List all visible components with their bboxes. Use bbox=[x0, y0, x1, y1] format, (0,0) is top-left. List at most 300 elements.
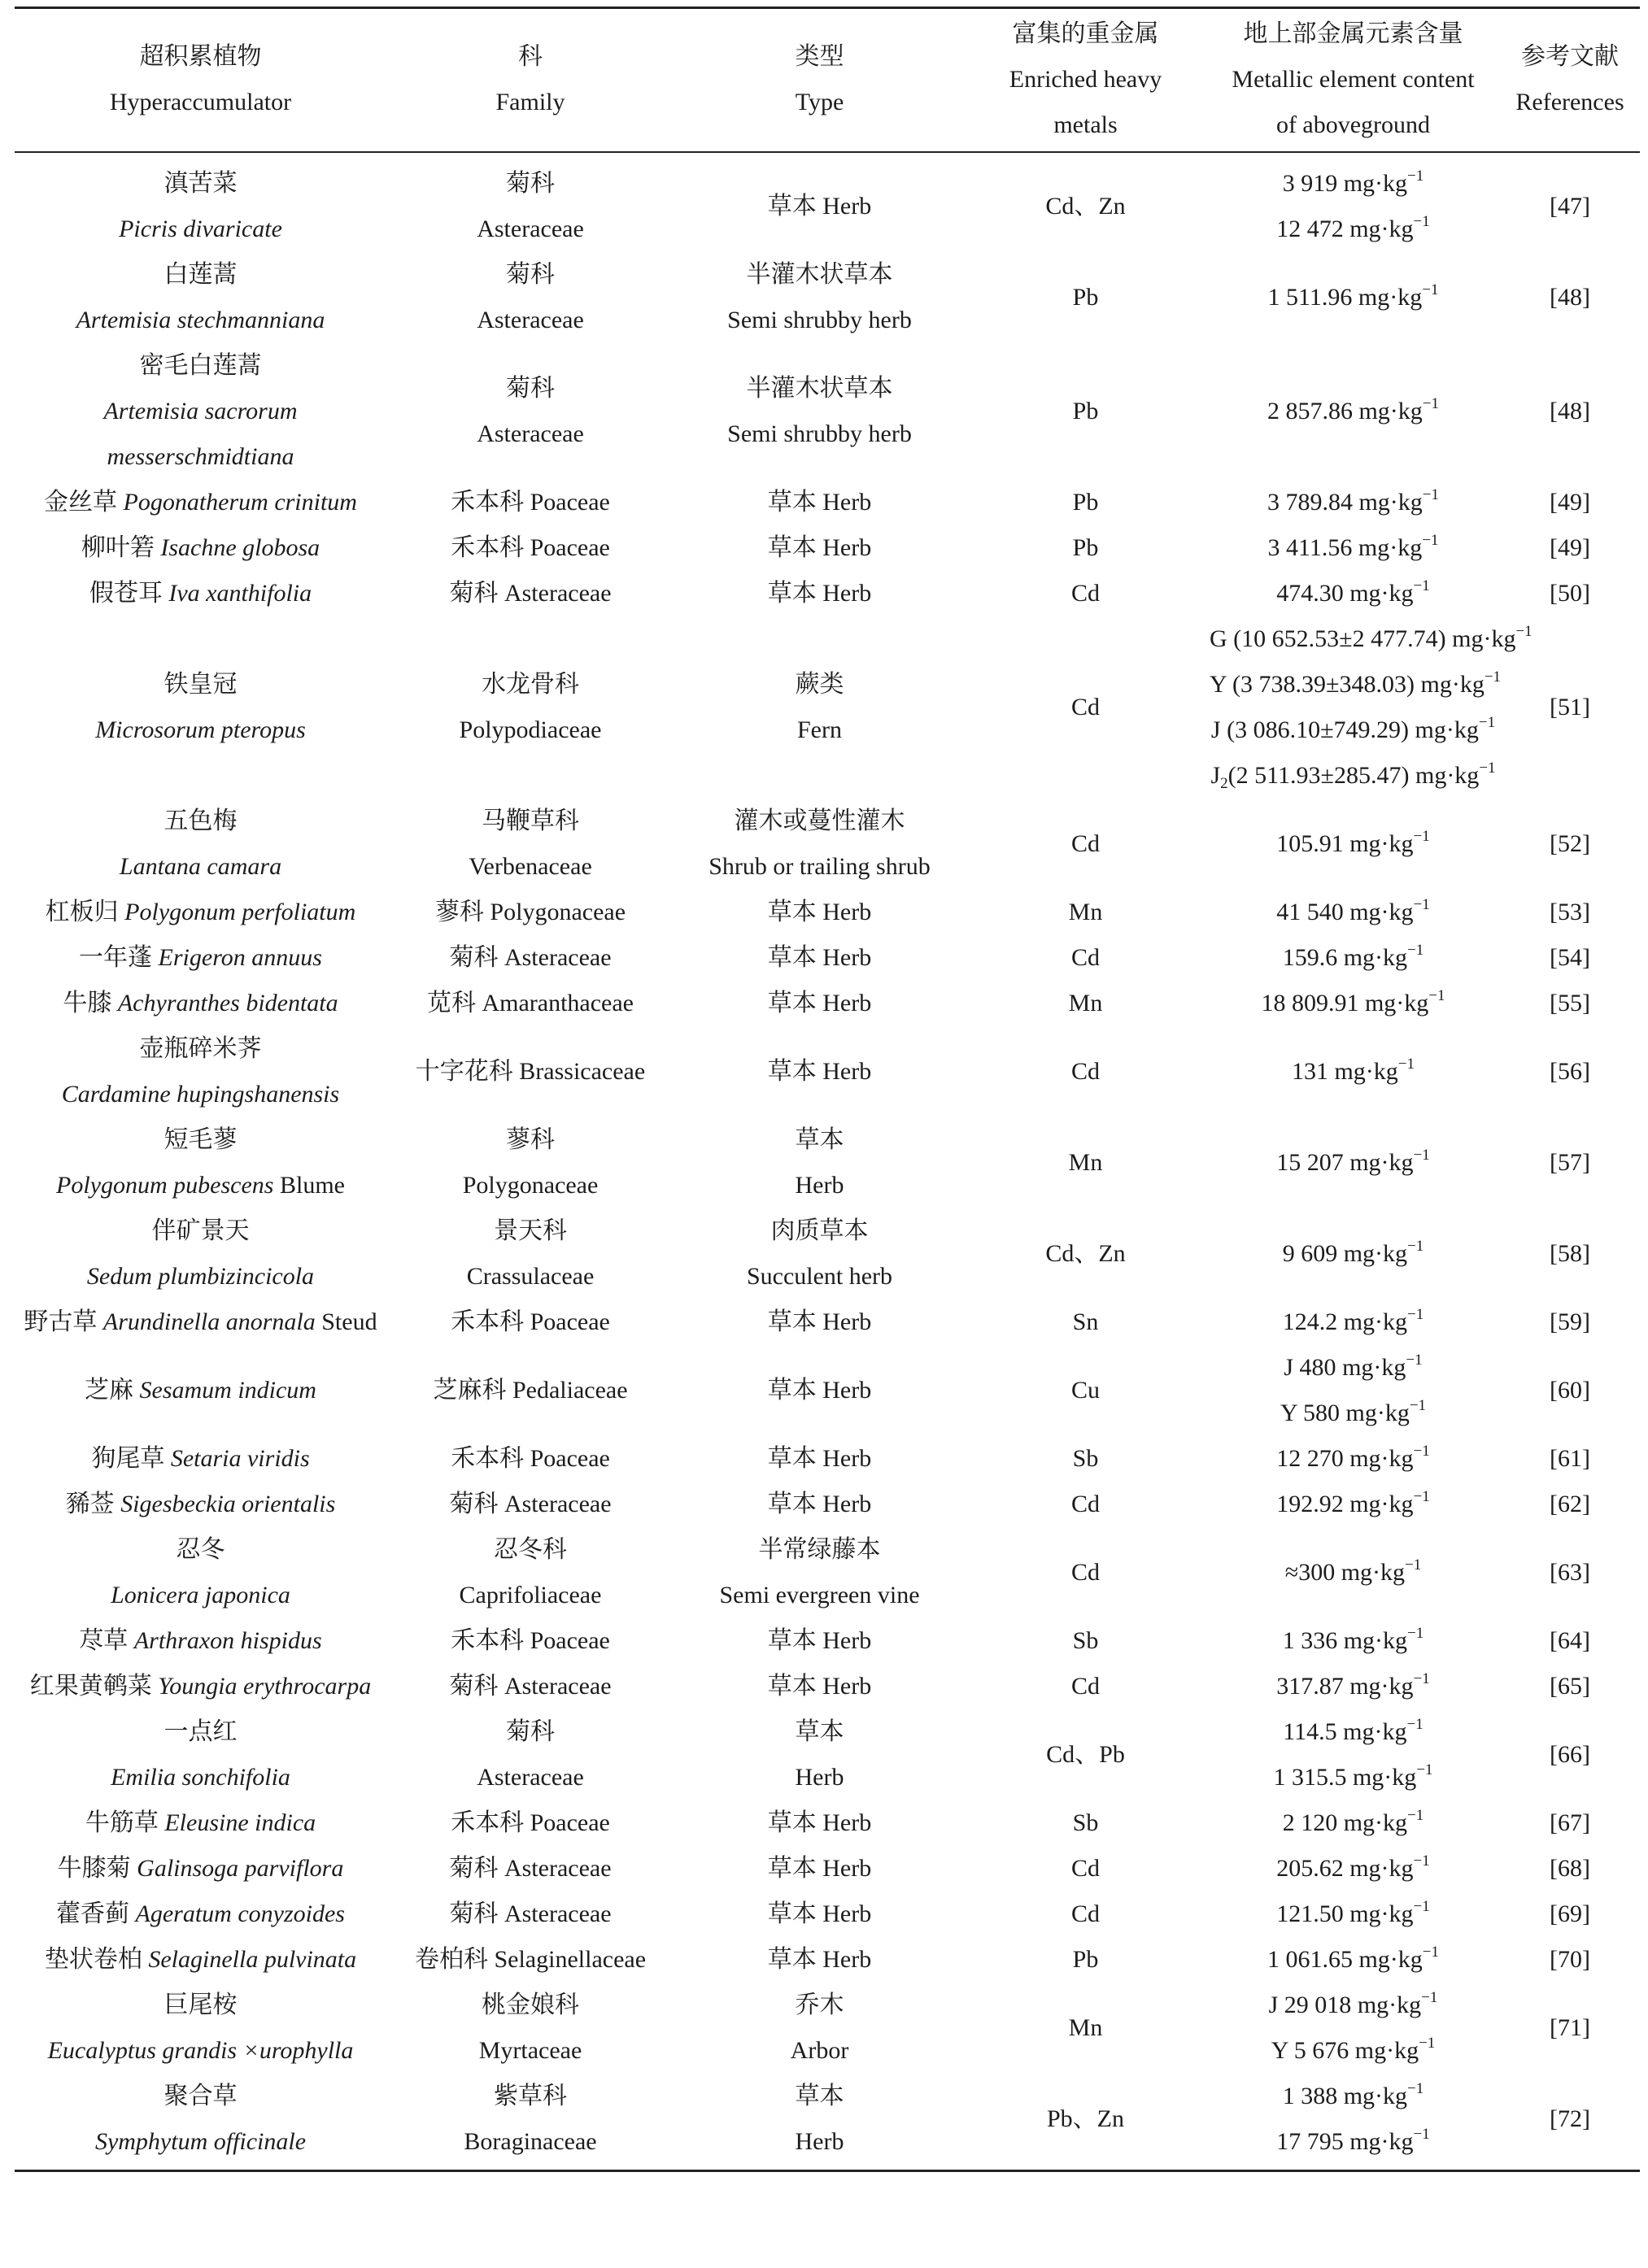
plant-scientific-name: Ageratum conyzoides bbox=[135, 1900, 345, 1927]
cell-metal-content bbox=[1206, 2074, 1500, 2171]
cell-family bbox=[386, 616, 674, 799]
cell-plant bbox=[15, 480, 386, 525]
header-content-en-2: of aboveground bbox=[1275, 111, 1431, 139]
plant-name-text: Blume bbox=[273, 1171, 345, 1199]
cell-reference: [63] bbox=[1550, 1558, 1590, 1586]
cell-family bbox=[386, 1618, 674, 1664]
family-line: 水龙骨科 bbox=[482, 670, 579, 698]
type-line: 蕨类 bbox=[795, 670, 844, 698]
cell-metal-content bbox=[1206, 1527, 1500, 1618]
cell-family bbox=[386, 1983, 674, 2074]
family-line: 景天科 bbox=[494, 1217, 567, 1244]
type-line: 半常绿藤本 bbox=[758, 1535, 881, 1563]
type-line: 草本 Herb bbox=[767, 943, 872, 971]
cell-family bbox=[386, 935, 674, 981]
plant-name-text: 杠板归 bbox=[45, 898, 125, 925]
family-line: Polygonaceae bbox=[462, 1171, 599, 1199]
cell-family bbox=[386, 1709, 674, 1800]
content-value: 1 336 bbox=[1282, 1626, 1344, 1654]
family-line: 马鞭草科 bbox=[482, 807, 579, 834]
content-unit: mg·kg bbox=[1415, 761, 1480, 789]
table-row bbox=[15, 1846, 1640, 1891]
cell-type bbox=[674, 1891, 965, 1937]
cell-metal-content bbox=[1206, 1891, 1500, 1937]
content-line bbox=[1210, 161, 1497, 207]
content-unit: mg·kg bbox=[1358, 397, 1423, 424]
cell-enriched-metals: Cd bbox=[1070, 1558, 1100, 1586]
cell-type bbox=[674, 1618, 965, 1664]
cell-metal-content bbox=[1206, 799, 1500, 890]
plant-scientific-name: Pogonatherum crinitum bbox=[123, 488, 357, 516]
plant-name-line bbox=[18, 1755, 383, 1800]
cell-reference: [67] bbox=[1550, 1809, 1590, 1836]
cell-type bbox=[674, 616, 965, 799]
content-unit-exponent: −1 bbox=[1413, 2125, 1430, 2143]
cell-reference: [48] bbox=[1550, 283, 1590, 311]
content-unit: mg·kg bbox=[1343, 1239, 1408, 1267]
cell-plant bbox=[15, 1527, 386, 1618]
cell-enriched-metals: Cd bbox=[1070, 1672, 1100, 1700]
table-row bbox=[15, 1937, 1640, 1983]
table-row bbox=[15, 616, 1640, 799]
plant-name-line bbox=[18, 1072, 383, 1117]
plant-name-line bbox=[18, 161, 383, 207]
content-value: ≈300 bbox=[1284, 1558, 1341, 1586]
family-line: 十字花科 Brassicaceae bbox=[415, 1057, 646, 1085]
type-line: Herb bbox=[795, 1171, 844, 1199]
content-unit-exponent: −1 bbox=[1479, 759, 1496, 777]
plant-name-text: 金丝草 bbox=[44, 488, 124, 516]
cell-plant bbox=[15, 1983, 386, 2074]
table-body bbox=[15, 152, 1640, 2171]
content-value: 1 388 bbox=[1282, 2082, 1344, 2109]
cell-enriched-metals: Mn bbox=[1068, 989, 1103, 1016]
plant-scientific-name: Arundinella anornala bbox=[102, 1308, 316, 1335]
content-unit: mg·kg bbox=[1415, 716, 1479, 743]
cell-reference: [64] bbox=[1550, 1626, 1590, 1654]
content-unit-exponent: −1 bbox=[1419, 2034, 1436, 2052]
cell-plant bbox=[15, 1482, 386, 1527]
plant-name-line bbox=[18, 207, 383, 252]
plant-name-line bbox=[18, 343, 383, 389]
cell-family bbox=[386, 1208, 674, 1299]
content-line bbox=[1210, 1345, 1497, 1391]
header-content-en-1: Metallic element content bbox=[1232, 66, 1475, 94]
cell-type bbox=[674, 1664, 965, 1709]
plant-name-text: 柳叶箬 bbox=[81, 533, 161, 561]
cell-plant bbox=[15, 981, 386, 1026]
content-unit-exponent: −1 bbox=[1422, 485, 1440, 503]
content-unit: mg·kg bbox=[1349, 2127, 1414, 2155]
cell-plant bbox=[15, 1937, 386, 1983]
plant-name-line bbox=[18, 707, 383, 753]
cell-family bbox=[386, 571, 674, 616]
content-line bbox=[1210, 2028, 1497, 2074]
type-line: 草本 Herb bbox=[767, 1376, 872, 1404]
content-value: J 29 018 bbox=[1268, 1991, 1358, 2018]
content-line bbox=[1210, 1391, 1497, 1436]
plant-scientific-name: messerschmidtiana bbox=[107, 442, 294, 470]
family-line: 菊科 bbox=[506, 1717, 555, 1745]
content-unit: mg·kg bbox=[1358, 1945, 1423, 1973]
type-line: 草本 Herb bbox=[767, 579, 872, 607]
table-row bbox=[15, 1891, 1640, 1937]
table-row bbox=[15, 1527, 1640, 1618]
content-unit-exponent: −1 bbox=[1407, 1806, 1424, 1824]
cell-metal-content bbox=[1206, 1983, 1500, 2074]
content-line bbox=[1210, 707, 1497, 753]
plant-chinese-name: 五色梅 bbox=[163, 807, 238, 834]
plant-scientific-name: Sedum plumbizincicola bbox=[86, 1262, 315, 1290]
cell-family bbox=[386, 343, 674, 480]
family-line: 禾本科 Poaceae bbox=[451, 488, 610, 516]
content-unit: mg·kg bbox=[1349, 1148, 1414, 1176]
cell-metal-content bbox=[1206, 935, 1500, 981]
content-unit-exponent: −1 bbox=[1413, 1852, 1430, 1870]
header-metals-cn: 富集的重金属 bbox=[1012, 20, 1159, 48]
header-type-en: Type bbox=[795, 89, 844, 116]
type-line: 乔木 bbox=[795, 1991, 844, 2018]
cell-type bbox=[674, 799, 965, 890]
content-value: 192.92 bbox=[1276, 1490, 1350, 1517]
cell-metal-content bbox=[1206, 981, 1500, 1026]
family-line: 忍冬科 bbox=[494, 1535, 567, 1563]
type-line: 草本 Herb bbox=[767, 1945, 872, 1973]
header-plant-cn: 超积累植物 bbox=[139, 43, 262, 71]
header-ref-cn: 参考文献 bbox=[1521, 43, 1619, 71]
content-value: 3 919 bbox=[1282, 169, 1344, 197]
cell-plant bbox=[15, 1026, 386, 1117]
content-line bbox=[1210, 616, 1532, 662]
content-value: Y 580 bbox=[1280, 1399, 1346, 1426]
table-row bbox=[15, 1983, 1640, 2074]
family-line: 菊科 Asteraceae bbox=[449, 1672, 612, 1700]
header-ref-en: References bbox=[1515, 89, 1624, 116]
cell-plant bbox=[15, 1846, 386, 1891]
content-unit: mg·kg bbox=[1420, 670, 1485, 698]
table-row bbox=[15, 1026, 1640, 1117]
cell-metal-content bbox=[1206, 252, 1500, 343]
content-value: 1 061.65 bbox=[1267, 1945, 1359, 1973]
type-line: 草本 Herb bbox=[767, 1900, 872, 1927]
content-unit-exponent: −1 bbox=[1407, 167, 1424, 185]
content-line bbox=[1210, 1436, 1497, 1482]
plant-chinese-name: 白莲蒿 bbox=[163, 260, 238, 288]
plant-name-line bbox=[18, 1208, 383, 1254]
cell-type bbox=[674, 1846, 965, 1891]
cell-plant bbox=[15, 1618, 386, 1664]
type-line: 草本 bbox=[795, 1125, 844, 1153]
content-unit: mg·kg bbox=[1343, 1626, 1408, 1654]
table-row bbox=[15, 935, 1640, 981]
content-line bbox=[1210, 571, 1497, 616]
content-unit: mg·kg bbox=[1342, 1353, 1406, 1381]
cell-reference: [69] bbox=[1550, 1900, 1590, 1927]
content-unit: mg·kg bbox=[1349, 829, 1414, 857]
plant-scientific-name: Picris divaricate bbox=[119, 215, 282, 242]
type-line: 草本 bbox=[795, 2082, 844, 2109]
cell-family bbox=[386, 1937, 674, 1983]
content-unit: mg·kg bbox=[1352, 1763, 1417, 1791]
cell-family bbox=[386, 1436, 674, 1482]
content-value: 3 789.84 bbox=[1267, 488, 1359, 516]
content-value: Y (3 738.39±348.03) bbox=[1210, 670, 1421, 698]
content-line bbox=[1210, 1846, 1497, 1891]
type-line: 草本 Herb bbox=[767, 1854, 872, 1882]
type-line: 草本 Herb bbox=[767, 989, 872, 1016]
cell-family bbox=[386, 890, 674, 935]
cell-plant bbox=[15, 1436, 386, 1482]
plant-scientific-name: Selaginella pulvinata bbox=[148, 1945, 357, 1973]
plant-name-line bbox=[18, 389, 383, 434]
content-line bbox=[1210, 1550, 1497, 1595]
family-line: 禾本科 Poaceae bbox=[451, 1444, 610, 1472]
table-row bbox=[15, 152, 1640, 252]
cell-type bbox=[674, 252, 965, 343]
family-line: 菊科 bbox=[506, 260, 555, 288]
cell-metal-content bbox=[1206, 1117, 1500, 1208]
table-row bbox=[15, 890, 1640, 935]
plant-scientific-name: Achyranthes bidentata bbox=[117, 989, 338, 1016]
content-line bbox=[1210, 1709, 1497, 1755]
table-row bbox=[15, 1482, 1640, 1527]
cell-type bbox=[674, 1482, 965, 1527]
type-line: 草本 Herb bbox=[767, 1444, 872, 1472]
family-line: Asteraceae bbox=[477, 306, 584, 333]
plant-name-text: 牛膝 bbox=[63, 989, 118, 1016]
content-unit-exponent: −1 bbox=[1413, 1487, 1430, 1505]
plant-chinese-name: 铁皇冠 bbox=[163, 670, 238, 698]
cell-plant bbox=[15, 935, 386, 981]
cell-reference: [70] bbox=[1550, 1945, 1590, 1973]
cell-enriched-metals: Pb bbox=[1072, 283, 1099, 311]
type-line: 草本 Herb bbox=[767, 1626, 872, 1654]
cell-reference: [47] bbox=[1550, 192, 1590, 220]
family-line: 蓼科 bbox=[506, 1125, 555, 1153]
plant-name-line bbox=[18, 434, 383, 480]
plant-name-text: 一年蓬 bbox=[79, 943, 159, 971]
plant-scientific-name: Iva xanthifolia bbox=[168, 579, 312, 607]
content-value: 12 270 bbox=[1276, 1444, 1350, 1472]
cell-family bbox=[386, 1117, 674, 1208]
content-line bbox=[1210, 207, 1497, 252]
plant-chinese-name: 滇苦菜 bbox=[163, 169, 238, 197]
content-value: 17 795 bbox=[1276, 2127, 1350, 2155]
plant-name-line bbox=[18, 1527, 383, 1573]
cell-type bbox=[674, 1709, 965, 1800]
header-metals-en-2: metals bbox=[1053, 111, 1118, 139]
plant-name-line bbox=[18, 1026, 383, 1072]
type-line: 草本 Herb bbox=[767, 1308, 872, 1335]
table-row bbox=[15, 1436, 1640, 1482]
content-value: Y 5 676 bbox=[1271, 2036, 1355, 2064]
plant-scientific-name: Cardamine hupingshanensis bbox=[61, 1080, 340, 1108]
plant-name-text: Steud bbox=[315, 1308, 377, 1335]
family-line: Crassulaceae bbox=[466, 1262, 595, 1290]
plant-name-text: 豨莶 bbox=[65, 1490, 121, 1517]
cell-family bbox=[386, 799, 674, 890]
type-line: Shrub or trailing shrub bbox=[708, 852, 931, 880]
cell-family bbox=[386, 1527, 674, 1618]
content-unit: mg·kg bbox=[1452, 625, 1516, 652]
content-unit-exponent: −1 bbox=[1413, 895, 1430, 913]
type-line: Arbor bbox=[790, 2036, 849, 2064]
header-type-cn: 类型 bbox=[795, 43, 844, 71]
header-family-cn: 科 bbox=[518, 43, 543, 71]
type-line: 半灌木状草本 bbox=[746, 374, 893, 402]
header-plant-en: Hyperaccumulator bbox=[109, 89, 292, 116]
cell-type bbox=[674, 1345, 965, 1436]
cell-reference: [52] bbox=[1550, 829, 1590, 857]
cell-enriched-metals: Sb bbox=[1072, 1444, 1099, 1472]
plant-chinese-name: 巨尾桉 bbox=[163, 1991, 238, 2018]
table-row bbox=[15, 981, 1640, 1026]
content-unit: mg·kg bbox=[1343, 169, 1408, 197]
content-line bbox=[1210, 662, 1502, 707]
type-line: Herb bbox=[795, 2127, 844, 2155]
table-row bbox=[15, 1117, 1640, 1208]
content-unit-exponent: −1 bbox=[1406, 1715, 1423, 1733]
type-line: Semi shrubby herb bbox=[727, 306, 912, 333]
content-unit: mg·kg bbox=[1349, 1444, 1414, 1472]
family-line: 紫草科 bbox=[494, 2082, 567, 2109]
cell-reference: [59] bbox=[1550, 1308, 1590, 1335]
cell-metal-content bbox=[1206, 1709, 1500, 1800]
content-line bbox=[1210, 1800, 1497, 1846]
cell-enriched-metals: Cd bbox=[1070, 1854, 1100, 1882]
content-unit-exponent: −1 bbox=[1405, 1556, 1422, 1574]
type-line: 草本 Herb bbox=[767, 898, 872, 925]
content-unit-exponent: −1 bbox=[1406, 1351, 1423, 1369]
plant-name-text: 藿香蓟 bbox=[56, 1900, 136, 1927]
cell-type bbox=[674, 1026, 965, 1117]
header-metals-en-1: Enriched heavy bbox=[1009, 66, 1162, 94]
table-row bbox=[15, 1800, 1640, 1846]
family-line: 苋科 Amaranthaceae bbox=[426, 989, 634, 1016]
cell-reference: [66] bbox=[1550, 1740, 1590, 1768]
content-line bbox=[1210, 1482, 1497, 1527]
table-row bbox=[15, 1208, 1640, 1299]
cell-plant bbox=[15, 2074, 386, 2171]
cell-plant bbox=[15, 152, 386, 252]
table-row bbox=[15, 1664, 1640, 1709]
content-value: 317.87 bbox=[1276, 1672, 1350, 1700]
content-unit-exponent: −1 bbox=[1413, 1146, 1430, 1164]
cell-family bbox=[386, 1846, 674, 1891]
cell-enriched-metals: Sn bbox=[1072, 1308, 1099, 1335]
plant-scientific-name: Eleusine indica bbox=[164, 1809, 316, 1836]
cell-metal-content bbox=[1206, 616, 1532, 799]
header-metals bbox=[965, 8, 1206, 152]
cell-enriched-metals: Cd bbox=[1070, 829, 1100, 857]
content-line bbox=[1210, 890, 1497, 935]
plant-chinese-name: 壶瓶碎米荠 bbox=[139, 1034, 262, 1062]
content-unit-exponent: −1 bbox=[1413, 827, 1430, 845]
content-value: 1 511.96 bbox=[1267, 283, 1358, 311]
content-unit-exponent: −1 bbox=[1422, 281, 1439, 298]
cell-reference: [71] bbox=[1550, 2013, 1590, 2041]
cell-enriched-metals: Cd bbox=[1070, 1900, 1100, 1927]
content-line bbox=[1210, 2119, 1497, 2165]
cell-family bbox=[386, 525, 674, 571]
cell-metal-content bbox=[1206, 525, 1500, 571]
content-unit-exponent: −1 bbox=[1409, 1396, 1427, 1414]
cell-metal-content bbox=[1206, 1937, 1500, 1983]
cell-plant bbox=[15, 525, 386, 571]
content-value: 3 411.56 bbox=[1267, 533, 1358, 561]
content-unit-exponent: −1 bbox=[1428, 986, 1445, 1004]
cell-enriched-metals: Pb bbox=[1072, 1945, 1099, 1973]
cell-reference: [54] bbox=[1550, 943, 1590, 971]
plant-scientific-name: Lantana camara bbox=[119, 852, 282, 880]
cell-reference: [58] bbox=[1550, 1239, 1590, 1267]
cell-type bbox=[674, 1800, 965, 1846]
content-line bbox=[1210, 275, 1497, 320]
content-unit: mg·kg bbox=[1334, 1057, 1398, 1085]
cell-reference: [53] bbox=[1550, 898, 1590, 925]
cell-enriched-metals: Cd bbox=[1070, 1057, 1100, 1085]
cell-enriched-metals: Cd、Zn bbox=[1045, 192, 1126, 220]
family-line: 蓼科 Polygonaceae bbox=[434, 898, 626, 925]
cell-metal-content bbox=[1206, 152, 1500, 252]
content-line bbox=[1210, 1983, 1497, 2028]
cell-plant bbox=[15, 890, 386, 935]
cell-enriched-metals: Cd bbox=[1070, 1490, 1100, 1517]
plant-name-text: 牛筋草 bbox=[85, 1809, 165, 1836]
type-line: 草本 Herb bbox=[767, 192, 872, 220]
header-family-en: Family bbox=[495, 89, 565, 116]
family-line: Caprifoliaceae bbox=[459, 1581, 602, 1608]
table-row bbox=[15, 343, 1640, 480]
family-line: 桃金娘科 bbox=[482, 1991, 579, 2018]
content-unit: mg·kg bbox=[1357, 1991, 1422, 2018]
content-value: 114.5 bbox=[1283, 1717, 1344, 1745]
content-line bbox=[1210, 1937, 1497, 1983]
plant-name-text: 红果黄鹌菜 bbox=[29, 1672, 159, 1700]
content-line bbox=[1210, 753, 1497, 799]
plant-name-text: 牛膝菊 bbox=[57, 1854, 137, 1882]
content-unit-exponent: −1 bbox=[1397, 1055, 1415, 1073]
content-unit-exponent: −1 bbox=[1413, 1897, 1430, 1915]
cell-enriched-metals: Pb bbox=[1072, 397, 1099, 424]
cell-plant bbox=[15, 1664, 386, 1709]
cell-metal-content bbox=[1206, 343, 1500, 480]
cell-family bbox=[386, 2074, 674, 2171]
plant-name-text: 狗尾草 bbox=[91, 1444, 171, 1472]
family-line: 禾本科 Poaceae bbox=[451, 1308, 610, 1335]
plant-name-text: 野古草 bbox=[24, 1308, 103, 1335]
family-line: 芝麻科 Pedaliaceae bbox=[433, 1376, 628, 1404]
content-unit-exponent: −1 bbox=[1413, 1442, 1430, 1460]
family-line: 禾本科 Poaceae bbox=[451, 1626, 610, 1654]
family-line: Myrtaceae bbox=[478, 2036, 582, 2064]
plant-scientific-name: Polygonum pubescens bbox=[56, 1171, 274, 1199]
cell-reference: [49] bbox=[1550, 488, 1590, 516]
type-line: Herb bbox=[795, 1763, 844, 1791]
content-unit-exponent: −1 bbox=[1416, 1761, 1433, 1778]
type-line: 草本 bbox=[795, 1717, 844, 1745]
plant-name-line bbox=[18, 2119, 383, 2165]
family-line: Asteraceae bbox=[477, 420, 584, 447]
type-line: 草本 Herb bbox=[767, 1809, 872, 1836]
content-line bbox=[1210, 1891, 1497, 1937]
content-unit-exponent: −1 bbox=[1413, 212, 1430, 230]
plant-name-line bbox=[18, 1573, 383, 1618]
header-family bbox=[386, 8, 674, 152]
cell-enriched-metals: Mn bbox=[1068, 1148, 1103, 1176]
cell-enriched-metals: Cu bbox=[1070, 1376, 1100, 1404]
type-line: Semi evergreen vine bbox=[719, 1581, 920, 1608]
